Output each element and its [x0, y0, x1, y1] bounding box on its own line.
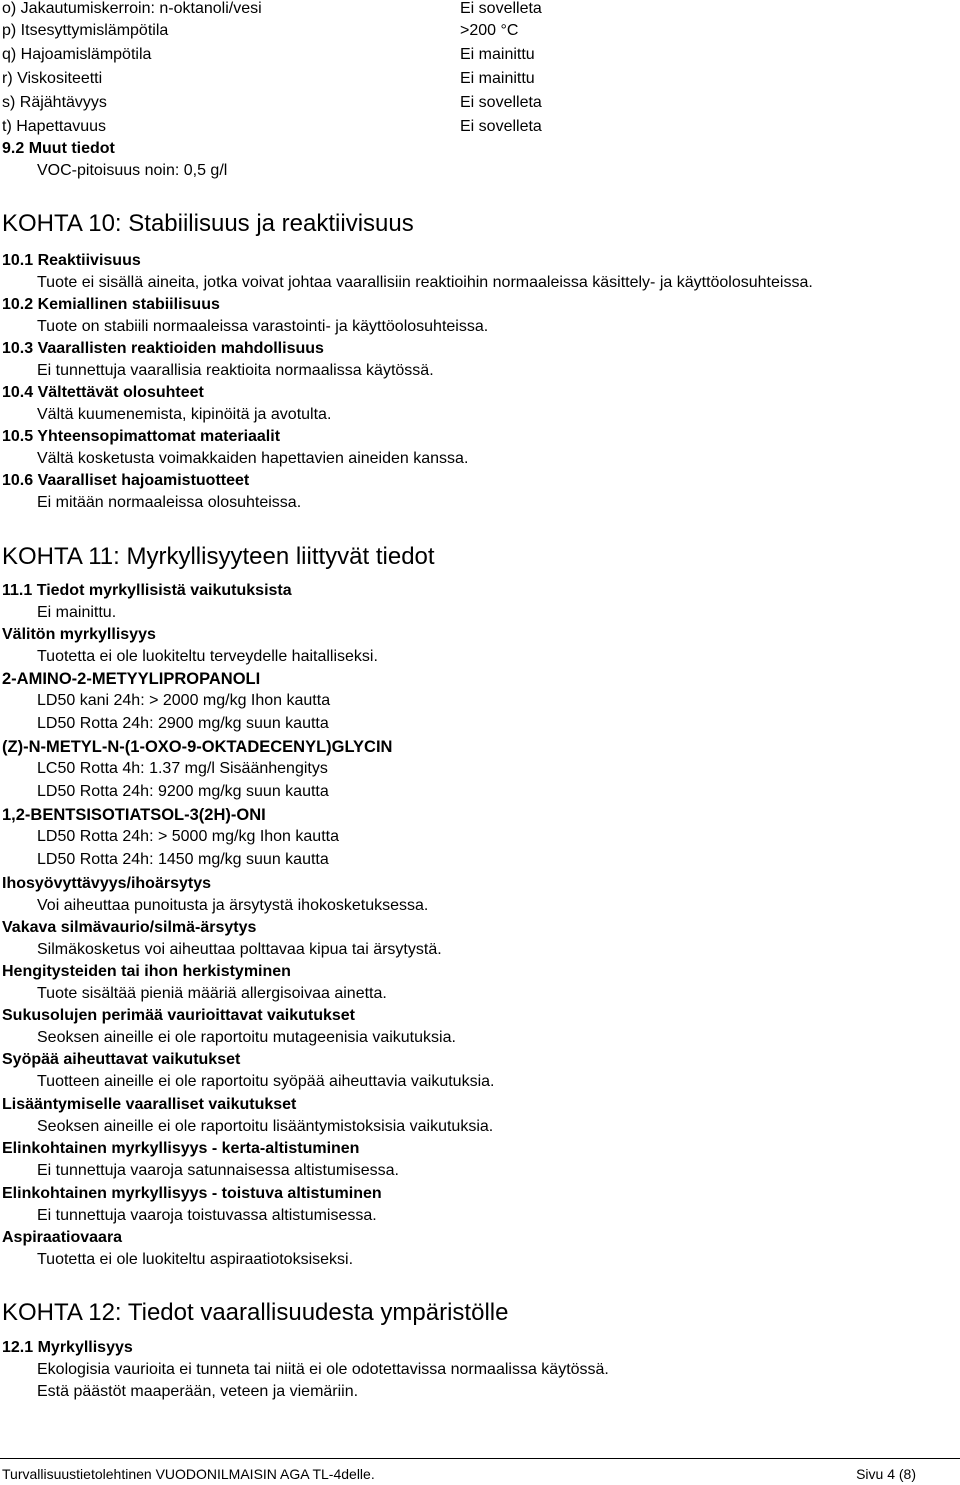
- subsection-text: Ei mainittu.: [37, 604, 117, 621]
- property-value: Ei mainittu: [460, 46, 535, 63]
- property-value: Ei sovelleta: [460, 118, 542, 135]
- subsection-title: 10.3 Vaarallisten reaktioiden mahdollisuus: [2, 340, 324, 357]
- subsection-text: Ei mitään normaaleissa olosuhteissa.: [37, 494, 302, 511]
- property-label: r) Viskositeetti: [2, 70, 103, 87]
- effect-title: Elinkohtainen myrkyllisyys - toistuva altistuminen: [2, 1185, 382, 1202]
- section-text: VOC-pitoisuus noin: 0,5 g/l: [37, 162, 228, 179]
- subsection-text: Vältä kosketusta voimakkaiden hapettavien aineiden kanssa.: [37, 450, 469, 467]
- subsection-text: Ekologisia vaurioita ei tunneta tai niitä ei ole odotettavissa normaalissa käytössä.: [37, 1361, 609, 1378]
- effect-text: Voi aiheuttaa punoitusta ja ärsytystä ihokosketuksessa.: [37, 897, 429, 914]
- subsection-title: Välitön myrkyllisyys: [2, 626, 156, 643]
- subsection-title: 10.5 Yhteensopimattomat materiaalit: [2, 428, 281, 445]
- property-row: [2, 68, 602, 90]
- property-label: q) Hajoamislämpötila: [2, 46, 152, 63]
- subsection-title: 12.1 Myrkyllisyys: [2, 1339, 133, 1356]
- effect-title: Sukusolujen perimää vaurioittavat vaikutukset: [2, 1007, 356, 1024]
- toxicity-value: LD50 Rotta 24h: 9200 mg/kg suun kautta: [37, 783, 329, 800]
- effect-text: Tuote sisältää pieniä määriä allergisoivaa ainetta.: [37, 985, 387, 1002]
- section-heading: KOHTA 11: Myrkyllisyyteen liittyvät tiedot: [2, 543, 435, 570]
- property-label: s) Räjähtävyys: [2, 94, 107, 111]
- toxicity-value: LD50 Rotta 24h: > 5000 mg/kg Ihon kautta: [37, 828, 339, 845]
- subsection-text: Ei tunnettuja vaarallisia reaktioita normaalissa käytössä.: [37, 362, 434, 379]
- section-heading: KOHTA 12: Tiedot vaarallisuudesta ympäristölle: [2, 1299, 509, 1326]
- effect-title: Aspiraatiovaara: [2, 1229, 123, 1246]
- property-value: Ei sovelleta: [460, 0, 542, 17]
- property-value: Ei sovelleta: [460, 94, 542, 111]
- effect-title: Ihosyövyttävyys/ihoärsytys: [2, 875, 211, 892]
- toxicity-value: LD50 kani 24h: > 2000 mg/kg Ihon kautta: [37, 692, 331, 709]
- property-row: [2, 44, 602, 66]
- chemical-name: 2-AMINO-2-METYYLIPROPANOLI: [2, 670, 261, 688]
- subsection-title: 10.4 Vältettävät olosuhteet: [2, 384, 204, 401]
- property-row: [2, 92, 602, 114]
- effect-text: Tuotteen aineille ei ole raportoitu syöpää aiheuttavia vaikutuksia.: [37, 1073, 495, 1090]
- subsection-text: Estä päästöt maaperään, veteen ja viemäriin.: [37, 1383, 359, 1400]
- property-value: >200 °C: [460, 22, 519, 39]
- subsection-title: 10.6 Vaaralliset hajoamistuotteet: [2, 472, 250, 489]
- property-label: t) Hapettavuus: [2, 118, 107, 135]
- effect-text: Ei tunnettuja vaaroja satunnaisessa altistumisessa.: [37, 1162, 399, 1179]
- chemical-name: (Z)-N-METYL-N-(1-OXO-9-OKTADECENYL)GLYCIN: [2, 738, 393, 756]
- property-label: o) Jakautumiskerroin: n-oktanoli/vesi: [2, 0, 262, 17]
- section-heading: KOHTA 10: Stabiilisuus ja reaktiivisuus: [2, 210, 414, 237]
- effect-title: Syöpää aiheuttavat vaikutukset: [2, 1051, 241, 1068]
- subsection-title: 10.1 Reaktiivisuus: [2, 252, 141, 269]
- effect-text: Seoksen aineille ei ole raportoitu mutageenisia vaikutuksia.: [37, 1029, 456, 1046]
- subsection-title: 11.1 Tiedot myrkyllisistä vaikutuksista: [2, 582, 292, 599]
- toxicity-value: LD50 Rotta 24h: 1450 mg/kg suun kautta: [37, 851, 329, 868]
- section-title: 9.2 Muut tiedot: [2, 140, 115, 157]
- subsection-text: Tuote ei sisällä aineita, jotka voivat johtaa vaarallisiin reaktioihin normaaleissa käsittely- ja käyttöolosuhteissa.: [37, 274, 813, 291]
- toxicity-value: LD50 Rotta 24h: 2900 mg/kg suun kautta: [37, 715, 329, 732]
- subsection-title: 10.2 Kemiallinen stabiilisuus: [2, 296, 220, 313]
- effect-title: Vakava silmävaurio/silmä-ärsytys: [2, 919, 257, 936]
- footer-page-number: Sivu 4 (8): [856, 1466, 916, 1482]
- chemical-name: 1,2-BENTSISOTIATSOL-3(2H)-ONI: [2, 806, 266, 824]
- effect-text: Tuotetta ei ole luokiteltu aspiraatiotoksiseksi.: [37, 1251, 354, 1268]
- effect-title: Hengitysteiden tai ihon herkistyminen: [2, 963, 291, 980]
- page-footer: [0, 1458, 960, 1485]
- effect-text: Ei tunnettuja vaaroja toistuvassa altistumisessa.: [37, 1207, 377, 1224]
- effect-title: Elinkohtainen myrkyllisyys - kerta-altistuminen: [2, 1140, 360, 1157]
- subsection-text: Vältä kuumenemista, kipinöitä ja avotulta.: [37, 406, 332, 423]
- property-row: [2, 116, 602, 138]
- footer-document-title: Turvallisuustietolehtinen VUODONILMAISIN AGA TL-4delle.: [2, 1466, 375, 1482]
- effect-title: Lisääntymiselle vaaralliset vaikutukset: [2, 1096, 297, 1113]
- property-label: p) Itsesyttymislämpötila: [2, 22, 169, 39]
- property-row: [2, 20, 602, 42]
- property-row: [2, 0, 602, 20]
- effect-text: Seoksen aineille ei ole raportoitu lisääntymistoksisia vaikutuksia.: [37, 1118, 494, 1135]
- subsection-text: Tuote on stabiili normaaleissa varastointi- ja käyttöolosuhteissa.: [37, 318, 489, 335]
- subsection-text: Tuotetta ei ole luokiteltu terveydelle haitalliseksi.: [37, 648, 378, 665]
- toxicity-value: LC50 Rotta 4h: 1.37 mg/l Sisäänhengitys: [37, 760, 328, 777]
- property-value: Ei mainittu: [460, 70, 535, 87]
- effect-text: Silmäkosketus voi aiheuttaa polttavaa kipua tai ärsytystä.: [37, 941, 442, 958]
